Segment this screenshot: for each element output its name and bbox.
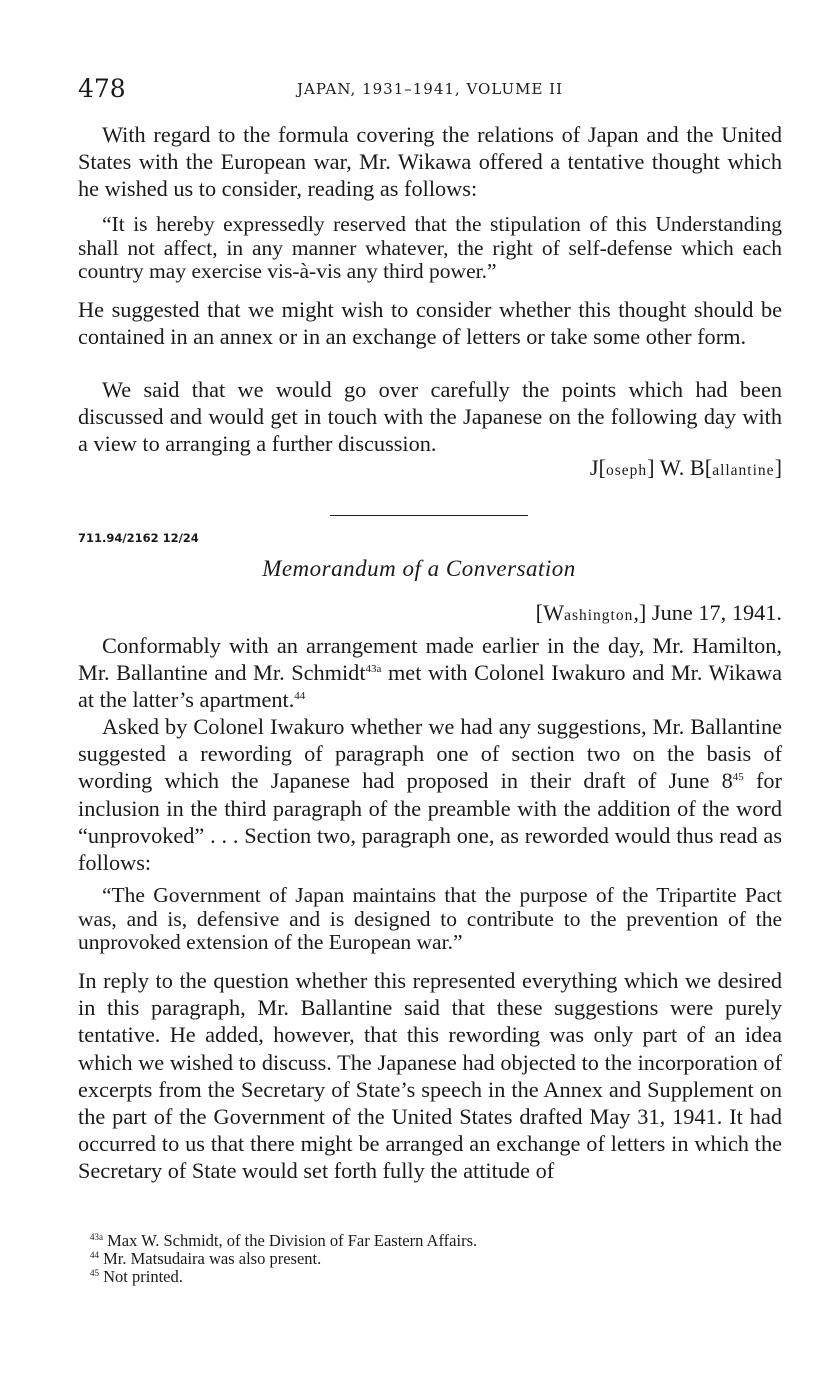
footnotes [78, 1232, 782, 1286]
paragraph-meeting: Conformably with an arrangement made earlier in the day, Mr. Hamilton, Mr. Ballantine and Mr. Schmidt$^{43a}$ met with Colonel Iwakuro and Mr. Wikawa at the latter’s apartment.$^{44}$ [78, 633, 782, 713]
file-reference: 711.94/2162 12/24 [78, 531, 199, 545]
page-header [78, 74, 782, 104]
page-number: 478 [78, 74, 126, 103]
section-divider [330, 515, 528, 516]
paragraph-rewording: Asked by Colonel Iwakuro whether we had any suggestions, Mr. Ballantine suggested a rewording of paragraph one of section two on the basis of wording which the Japanese had proposed in their draft of June $8^{45}$ for inclusion in the third paragraph of the preamble with the addition of the word “unprovoked” . . . Section two, paragraph one, as reworded would thus read as follows: [78, 714, 783, 876]
paragraph-reply: In reply to the question whether this represented everything which we desired in this paragraph, Mr. Ballantine said that these suggestions were purely tentative. He added, however, that this rewording was only part of an idea which we wished to discuss. The Japanese had objected to the incorporation of excerpts from the Secretary of State’s speech in the Annex and Supplement on the part of the Government of the United States drafted May 31, 1941. It had occurred to us that there might be arranged an exchange of letters in which the Secretary of State would set forth fully the attitude of [78, 968, 782, 1184]
signature: J[oseph] W. B[allantine] [589, 455, 782, 480]
dateline: [Washington,] June 17, 1941. [535, 600, 782, 625]
paragraph-formula: With regard to the formula covering the relations of Japan and the United States with the European war, Mr. Wikawa offered a tentative thought which he wished us to consider, reading as follows: [78, 122, 782, 202]
footnote: $^{44}$ Mr. Matsudaira was also present. [90, 1249, 322, 1268]
footnote-ref: 43a [365, 663, 382, 676]
footnote: $^{45}$ Not printed. [90, 1267, 183, 1286]
paragraph-annex: He suggested that we might wish to consider whether this thought should be contained in an annex or in an exchange of letters or take some other form. [78, 297, 782, 350]
quote-tripartite-pact: “The Government of Japan maintains that the purpose of the Tripartite Pact was, and is, defensive and is designed to contribute to the prevention of the unprovoked extension of the European war.” [78, 883, 782, 954]
footnote-ref: 44 [294, 690, 306, 703]
footnote-ref: 45 [732, 771, 744, 784]
running-title: JAPAN, 1931–1941, VOLUME II [296, 80, 564, 98]
footnote: $^{43a}$ Max W. Schmidt, of the Division of Far Eastern Affairs. [90, 1231, 478, 1250]
document-title: Memorandum of a Conversation [262, 556, 576, 581]
quote-self-defense: “It is hereby expressedly reserved that the stipulation of this Understanding shall not affect, in any manner whatever, the right of self-defense which each country may exercise vis-à-vis any third power.” [78, 212, 782, 283]
paragraph-further-discussion: We said that we would go over carefully the points which had been discussed and would get in touch with the Japanese on the following day with a view to arranging a further discussion. [78, 377, 782, 457]
